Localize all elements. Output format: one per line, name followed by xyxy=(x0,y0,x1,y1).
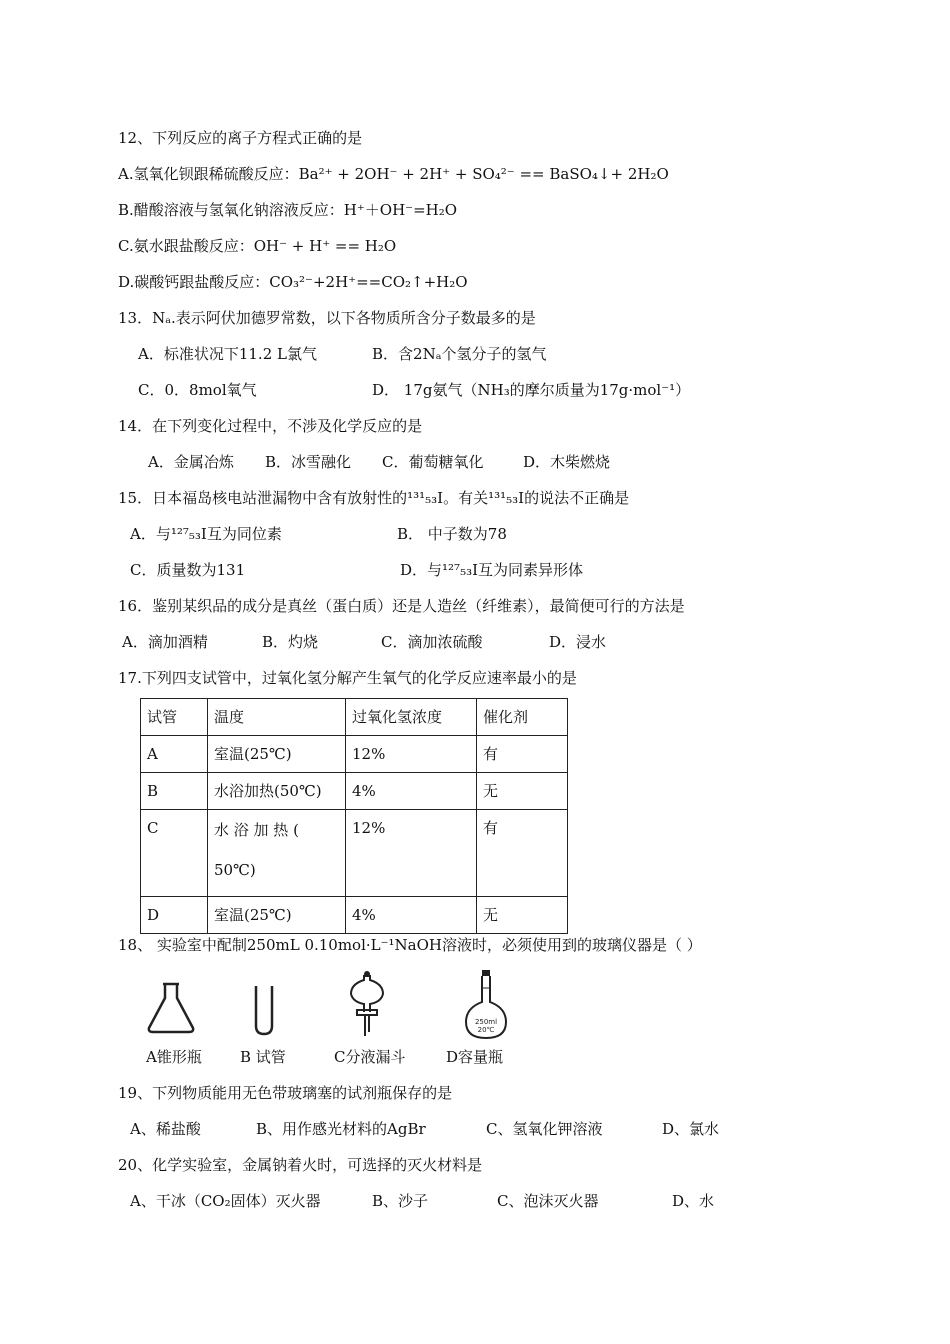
table-cell: A xyxy=(141,736,208,773)
q14-option-b: B．冰雪融化 xyxy=(265,453,352,471)
table-row xyxy=(141,773,568,810)
q18-option-a: A锥形瓶 xyxy=(146,1048,202,1066)
q14-stem: 14．在下列变化过程中，不涉及化学反应的是 xyxy=(118,417,423,435)
q18-option-d: D容量瓶 xyxy=(446,1048,504,1066)
q19-option-d: D、氯水 xyxy=(662,1120,720,1138)
table-cell: 室温(25℃) xyxy=(208,897,346,934)
header-cell: 过氧化氢浓度 xyxy=(346,699,477,736)
q13-stem: 13．Nₐ.表示阿伏加德罗常数，以下各物质所含分子数最多的是 xyxy=(118,309,536,327)
q18-stem: 18、 实验室中配制250mL 0.10mol·L⁻¹NaOH溶液时，必须使用到的玻璃仪器是（ ） xyxy=(118,936,702,954)
q15-option-d: D．与¹²⁷₅₃I互为同素异形体 xyxy=(400,561,584,579)
table-row xyxy=(141,897,568,934)
table-cell: 有 xyxy=(477,736,568,773)
q20-option-b: B、沙子 xyxy=(372,1192,429,1210)
q12-stem: 12、下列反应的离子方程式正确的是 xyxy=(118,129,363,147)
table-cell: 室温(25℃) xyxy=(208,736,346,773)
q13-option-d: D． 17g氨气（NH₃的摩尔质量为17g·mol⁻¹） xyxy=(372,381,691,399)
test-tube-icon xyxy=(252,984,276,1036)
q18-option-c: C分液漏斗 xyxy=(334,1048,406,1066)
erlenmeyer-flask-icon xyxy=(146,982,196,1034)
q16-option-c: C．滴加浓硫酸 xyxy=(381,633,483,651)
table-cell: 无 xyxy=(477,773,568,810)
volumetric-flask-icon xyxy=(462,968,510,1040)
separatory-funnel-icon xyxy=(347,970,387,1038)
table-cell: 12% xyxy=(346,810,477,897)
q13-option-a: A．标准状况下11.2 L氯气 xyxy=(138,345,317,363)
q12-option-c: C.氨水跟盐酸反应：OH⁻ + H⁺ == H₂O xyxy=(118,237,397,255)
table-cell: 4% xyxy=(346,773,477,810)
q16-option-a: A．滴加酒精 xyxy=(122,633,208,651)
q15-stem: 15．日本福岛核电站泄漏物中含有放射性的¹³¹₅₃I。有关¹³¹₅₃I的说法不正确是 xyxy=(118,489,630,507)
q19-option-b: B、用作感光材料的AgBr xyxy=(256,1120,426,1138)
q18-option-b: B 试管 xyxy=(240,1048,286,1066)
q16-stem: 16．鉴别某织品的成分是真丝（蛋白质）还是人造丝（纤维素），最简便可行的方法是 xyxy=(118,597,685,615)
q12-option-a: A.氢氧化钡跟稀硫酸反应：Ba²⁺ + 2OH⁻ + 2H⁺ + SO₄²⁻ == BaSO₄↓+ 2H₂O xyxy=(118,165,669,183)
q17-stem: 17.下列四支试管中，过氧化氢分解产生氧气的化学反应速率最小的是 xyxy=(118,669,577,687)
q16-option-b: B．灼烧 xyxy=(262,633,319,651)
q12-option-d: D.碳酸钙跟盐酸反应：CO₃²⁻+2H⁺==CO₂↑+H₂O xyxy=(118,273,468,291)
q19-option-a: A、稀盐酸 xyxy=(130,1120,201,1138)
q20-option-c: C、泡沫灭火器 xyxy=(497,1192,599,1210)
header-cell: 试管 xyxy=(141,699,208,736)
q15-option-c: C．质量数为131 xyxy=(130,561,246,579)
table-cell: C xyxy=(141,810,208,897)
table-cell: 4% xyxy=(346,897,477,934)
table-cell: D xyxy=(141,897,208,934)
q13-option-b: B．含2Nₐ个氢分子的氢气 xyxy=(372,345,547,363)
flask-label-temperature: 20℃ xyxy=(477,1026,495,1034)
q16-option-d: D．浸水 xyxy=(549,633,607,651)
q13-option-c: C．0．8mol氧气 xyxy=(138,381,257,399)
flask-label-volume: 250ml xyxy=(474,1018,498,1026)
q12-option-b: B.醋酸溶液与氢氧化钠溶液反应：H⁺＋OH⁻=H₂O xyxy=(118,201,458,219)
table-row xyxy=(141,736,568,773)
table-cell: 水 浴 加 热 ( 50℃) xyxy=(208,810,346,897)
q19-stem: 19、下列物质能用无色带玻璃塞的试剂瓶保存的是 xyxy=(118,1084,453,1102)
header-cell: 温度 xyxy=(208,699,346,736)
q14-option-d: D．木柴燃烧 xyxy=(523,453,611,471)
q19-option-c: C、氢氧化钾溶液 xyxy=(486,1120,603,1138)
table-cell: 12% xyxy=(346,736,477,773)
q15-option-b: B． 中子数为78 xyxy=(397,525,507,543)
table-cell: B xyxy=(141,773,208,810)
table-cell: 有 xyxy=(477,810,568,897)
q20-option-d: D、水 xyxy=(672,1192,715,1210)
table-cell: 无 xyxy=(477,897,568,934)
header-cell: 催化剂 xyxy=(477,699,568,736)
q15-option-a: A．与¹²⁷₅₃I互为同位素 xyxy=(130,525,282,543)
q20-stem: 20、化学实验室，金属钠着火时，可选择的灭火材料是 xyxy=(118,1156,483,1174)
q14-option-c: C．葡萄糖氧化 xyxy=(382,453,484,471)
table-header-row xyxy=(141,699,568,736)
q14-option-a: A．金属冶炼 xyxy=(148,453,234,471)
table-row xyxy=(141,810,568,897)
table-cell: 水浴加热(50℃) xyxy=(208,773,346,810)
q20-option-a: A、干冰（CO₂固体）灭火器 xyxy=(130,1192,321,1210)
q17-table xyxy=(140,698,568,934)
